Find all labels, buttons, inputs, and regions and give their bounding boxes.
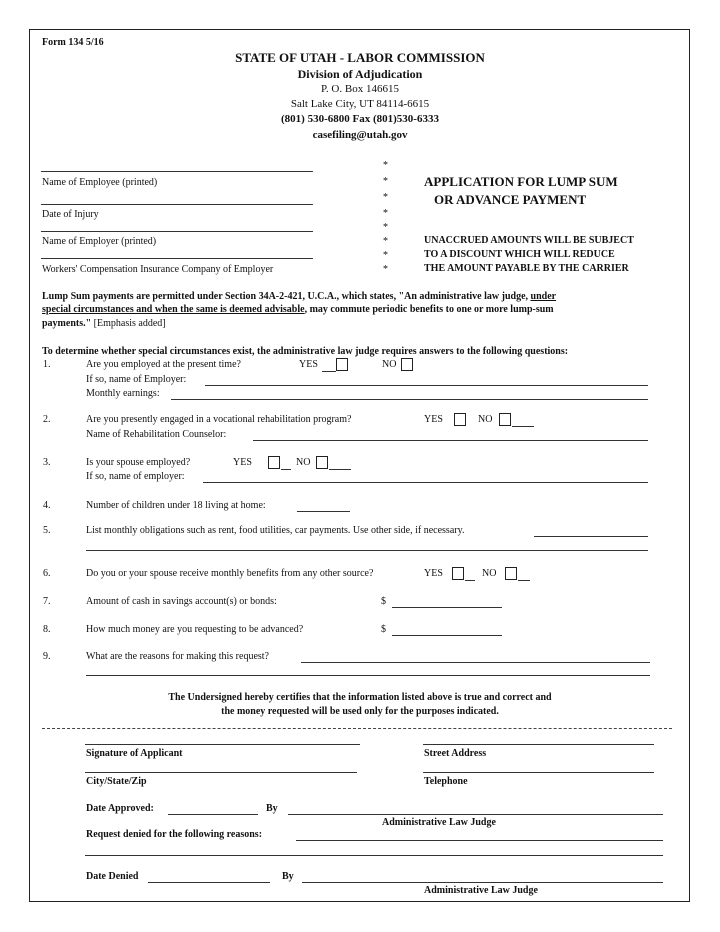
separator-star: * <box>383 192 388 203</box>
question-8-number: 8. <box>43 624 51 635</box>
separator-star: * <box>383 264 388 275</box>
agency-email: casefiling@utah.gov <box>312 129 408 141</box>
city-state-zip-label: City/State/Zip <box>86 776 147 787</box>
question-2-yes-label: YES <box>424 414 443 425</box>
form-number: Form 134 5/16 <box>42 37 104 48</box>
question-1-employer-label: If so, name of Employer: <box>86 374 187 385</box>
question-1-earnings-label: Monthly earnings: <box>86 388 160 399</box>
question-1-employer-field[interactable] <box>205 385 648 386</box>
question-6-text: Do you or your spouse receive monthly benefits from any other source? <box>86 568 374 579</box>
agency-po-box: P. O. Box 146615 <box>321 83 399 95</box>
question-6-no-label: NO <box>482 568 497 579</box>
separator-star: * <box>383 160 388 171</box>
employee-name-label: Name of Employee (printed) <box>42 177 158 188</box>
question-2-no-label: NO <box>478 414 493 425</box>
question-3-employer-field[interactable] <box>203 482 648 483</box>
question-7-text: Amount of cash in savings account(s) or bonds: <box>86 596 277 607</box>
street-address-field[interactable] <box>423 744 654 745</box>
question-3-employer-label: If so, name of employer: <box>86 471 185 482</box>
denied-by-field[interactable] <box>302 882 663 883</box>
underline <box>465 580 475 581</box>
question-4-field[interactable] <box>297 511 350 512</box>
agency-phone-fax: (801) 530-6800 Fax (801)530-6333 <box>281 113 439 125</box>
question-5-number: 5. <box>43 525 51 536</box>
underline <box>518 580 530 581</box>
underline <box>329 469 351 470</box>
question-3-no-checkbox[interactable] <box>316 456 328 469</box>
intro-paragraph-line3: payments." [Emphasis added] <box>42 318 166 329</box>
question-1-text: Are you employed at the present time? <box>86 359 241 370</box>
question-6-yes-checkbox[interactable] <box>452 567 464 580</box>
city-state-zip-field[interactable] <box>85 772 357 773</box>
question-6-no-checkbox[interactable] <box>505 567 517 580</box>
question-2-counselor-field[interactable] <box>253 440 648 441</box>
question-9-number: 9. <box>43 651 51 662</box>
question-1-no-label: NO <box>382 359 397 370</box>
insurance-company-label: Workers' Compensation Insurance Company of Employer <box>42 264 274 275</box>
denied-reasons-field-line2[interactable] <box>85 855 663 856</box>
question-3-yes-checkbox[interactable] <box>268 456 280 469</box>
denied-by-label: By <box>282 871 294 882</box>
question-9-field[interactable] <box>301 662 650 663</box>
question-6-yes-label: YES <box>424 568 443 579</box>
date-approved-label: Date Approved: <box>86 803 154 814</box>
question-9-text: What are the reasons for making this request? <box>86 651 269 662</box>
separator-star: * <box>383 176 388 187</box>
agency-title: STATE OF UTAH - LABOR COMMISSION <box>235 50 485 65</box>
approved-by-label: By <box>266 803 278 814</box>
date-of-injury-label: Date of Injury <box>42 209 99 220</box>
question-1-number: 1. <box>43 359 51 370</box>
question-3-no-label: NO <box>296 457 311 468</box>
denied-reasons-field[interactable] <box>296 840 663 841</box>
question-8-currency: $ <box>381 624 386 635</box>
question-4-number: 4. <box>43 500 51 511</box>
question-5-field[interactable] <box>534 536 648 537</box>
notice-line3: THE AMOUNT PAYABLE BY THE CARRIER <box>424 263 629 274</box>
question-5-text: List monthly obligations such as rent, food utilities, car payments. Use other side, if necessary. <box>86 525 465 536</box>
question-7-field[interactable] <box>392 607 502 608</box>
question-7-currency: $ <box>381 596 386 607</box>
certification-line1: The Undersigned hereby certifies that the information listed above is true and correct and <box>168 692 552 703</box>
date-denied-field[interactable] <box>148 882 270 883</box>
notice-line1: UNACCRUED AMOUNTS WILL BE SUBJECT <box>424 235 634 246</box>
question-5-field-line2[interactable] <box>86 550 648 551</box>
approved-by-field[interactable] <box>288 814 663 815</box>
question-2-text: Are you presently engaged in a vocational rehabilitation program? <box>86 414 352 425</box>
underline <box>512 426 534 427</box>
underline <box>281 469 291 470</box>
question-2-yes-checkbox[interactable] <box>454 413 466 426</box>
question-3-number: 3. <box>43 457 51 468</box>
signature-field[interactable] <box>85 744 360 745</box>
question-1-yes-label: YES <box>299 359 318 370</box>
question-2-counselor-label: Name of Rehabilitation Counselor: <box>86 429 227 440</box>
intro-paragraph-line1: Lump Sum payments are permitted under Section 34A-2-421, U.C.A., which states, "An administrative law judge, under <box>42 291 557 302</box>
questions-intro: To determine whether special circumstances exist, the administrative law judge requires answers to the following questions: <box>42 346 569 357</box>
employee-name-field[interactable] <box>41 171 313 172</box>
street-address-label: Street Address <box>424 748 487 759</box>
employer-name-field[interactable] <box>41 231 313 232</box>
intro-paragraph-line2: special circumstances and when the same is deemed advisable, may commute periodic benefits to one or more lump-sum <box>42 304 554 315</box>
question-4-text: Number of children under 18 living at home: <box>86 500 266 511</box>
question-2-number: 2. <box>43 414 51 425</box>
question-8-field[interactable] <box>392 635 502 636</box>
telephone-label: Telephone <box>424 776 468 787</box>
question-6-number: 6. <box>43 568 51 579</box>
application-title-line2: OR ADVANCE PAYMENT <box>434 192 587 207</box>
question-1-yes-checkbox[interactable] <box>336 358 348 371</box>
separator-star: * <box>383 222 388 233</box>
date-denied-label: Date Denied <box>86 871 139 882</box>
section-divider <box>42 728 672 729</box>
question-3-text: Is your spouse employed? <box>86 457 191 468</box>
question-7-number: 7. <box>43 596 51 607</box>
notice-line2: TO A DISCOUNT WHICH WILL REDUCE <box>424 249 615 260</box>
application-title-line1: APPLICATION FOR LUMP SUM <box>424 174 618 189</box>
signature-label: Signature of Applicant <box>86 748 183 759</box>
question-2-no-checkbox[interactable] <box>499 413 511 426</box>
separator-star: * <box>383 236 388 247</box>
separator-star: * <box>383 250 388 261</box>
agency-division: Division of Adjudication <box>297 67 423 81</box>
question-8-text: How much money are you requesting to be advanced? <box>86 624 304 635</box>
question-3-yes-label: YES <box>233 457 252 468</box>
question-9-field-line2[interactable] <box>86 675 650 676</box>
employer-name-label: Name of Employer (printed) <box>42 236 157 247</box>
denied-alj-label: Administrative Law Judge <box>424 885 538 896</box>
approved-alj-label: Administrative Law Judge <box>382 817 496 828</box>
question-1-earnings-field[interactable] <box>171 399 648 400</box>
separator-star: * <box>383 208 388 219</box>
question-1-no-checkbox[interactable] <box>401 358 413 371</box>
underline <box>322 371 336 372</box>
certification-line2: the money requested will be used only for the purposes indicated. <box>221 706 499 717</box>
agency-city: Salt Lake City, UT 84114-6615 <box>290 98 430 110</box>
telephone-field[interactable] <box>423 772 654 773</box>
denied-reasons-label: Request denied for the following reasons: <box>86 829 263 840</box>
date-approved-field[interactable] <box>168 814 258 815</box>
date-of-injury-field[interactable] <box>41 204 313 205</box>
insurance-company-field[interactable] <box>41 258 313 259</box>
